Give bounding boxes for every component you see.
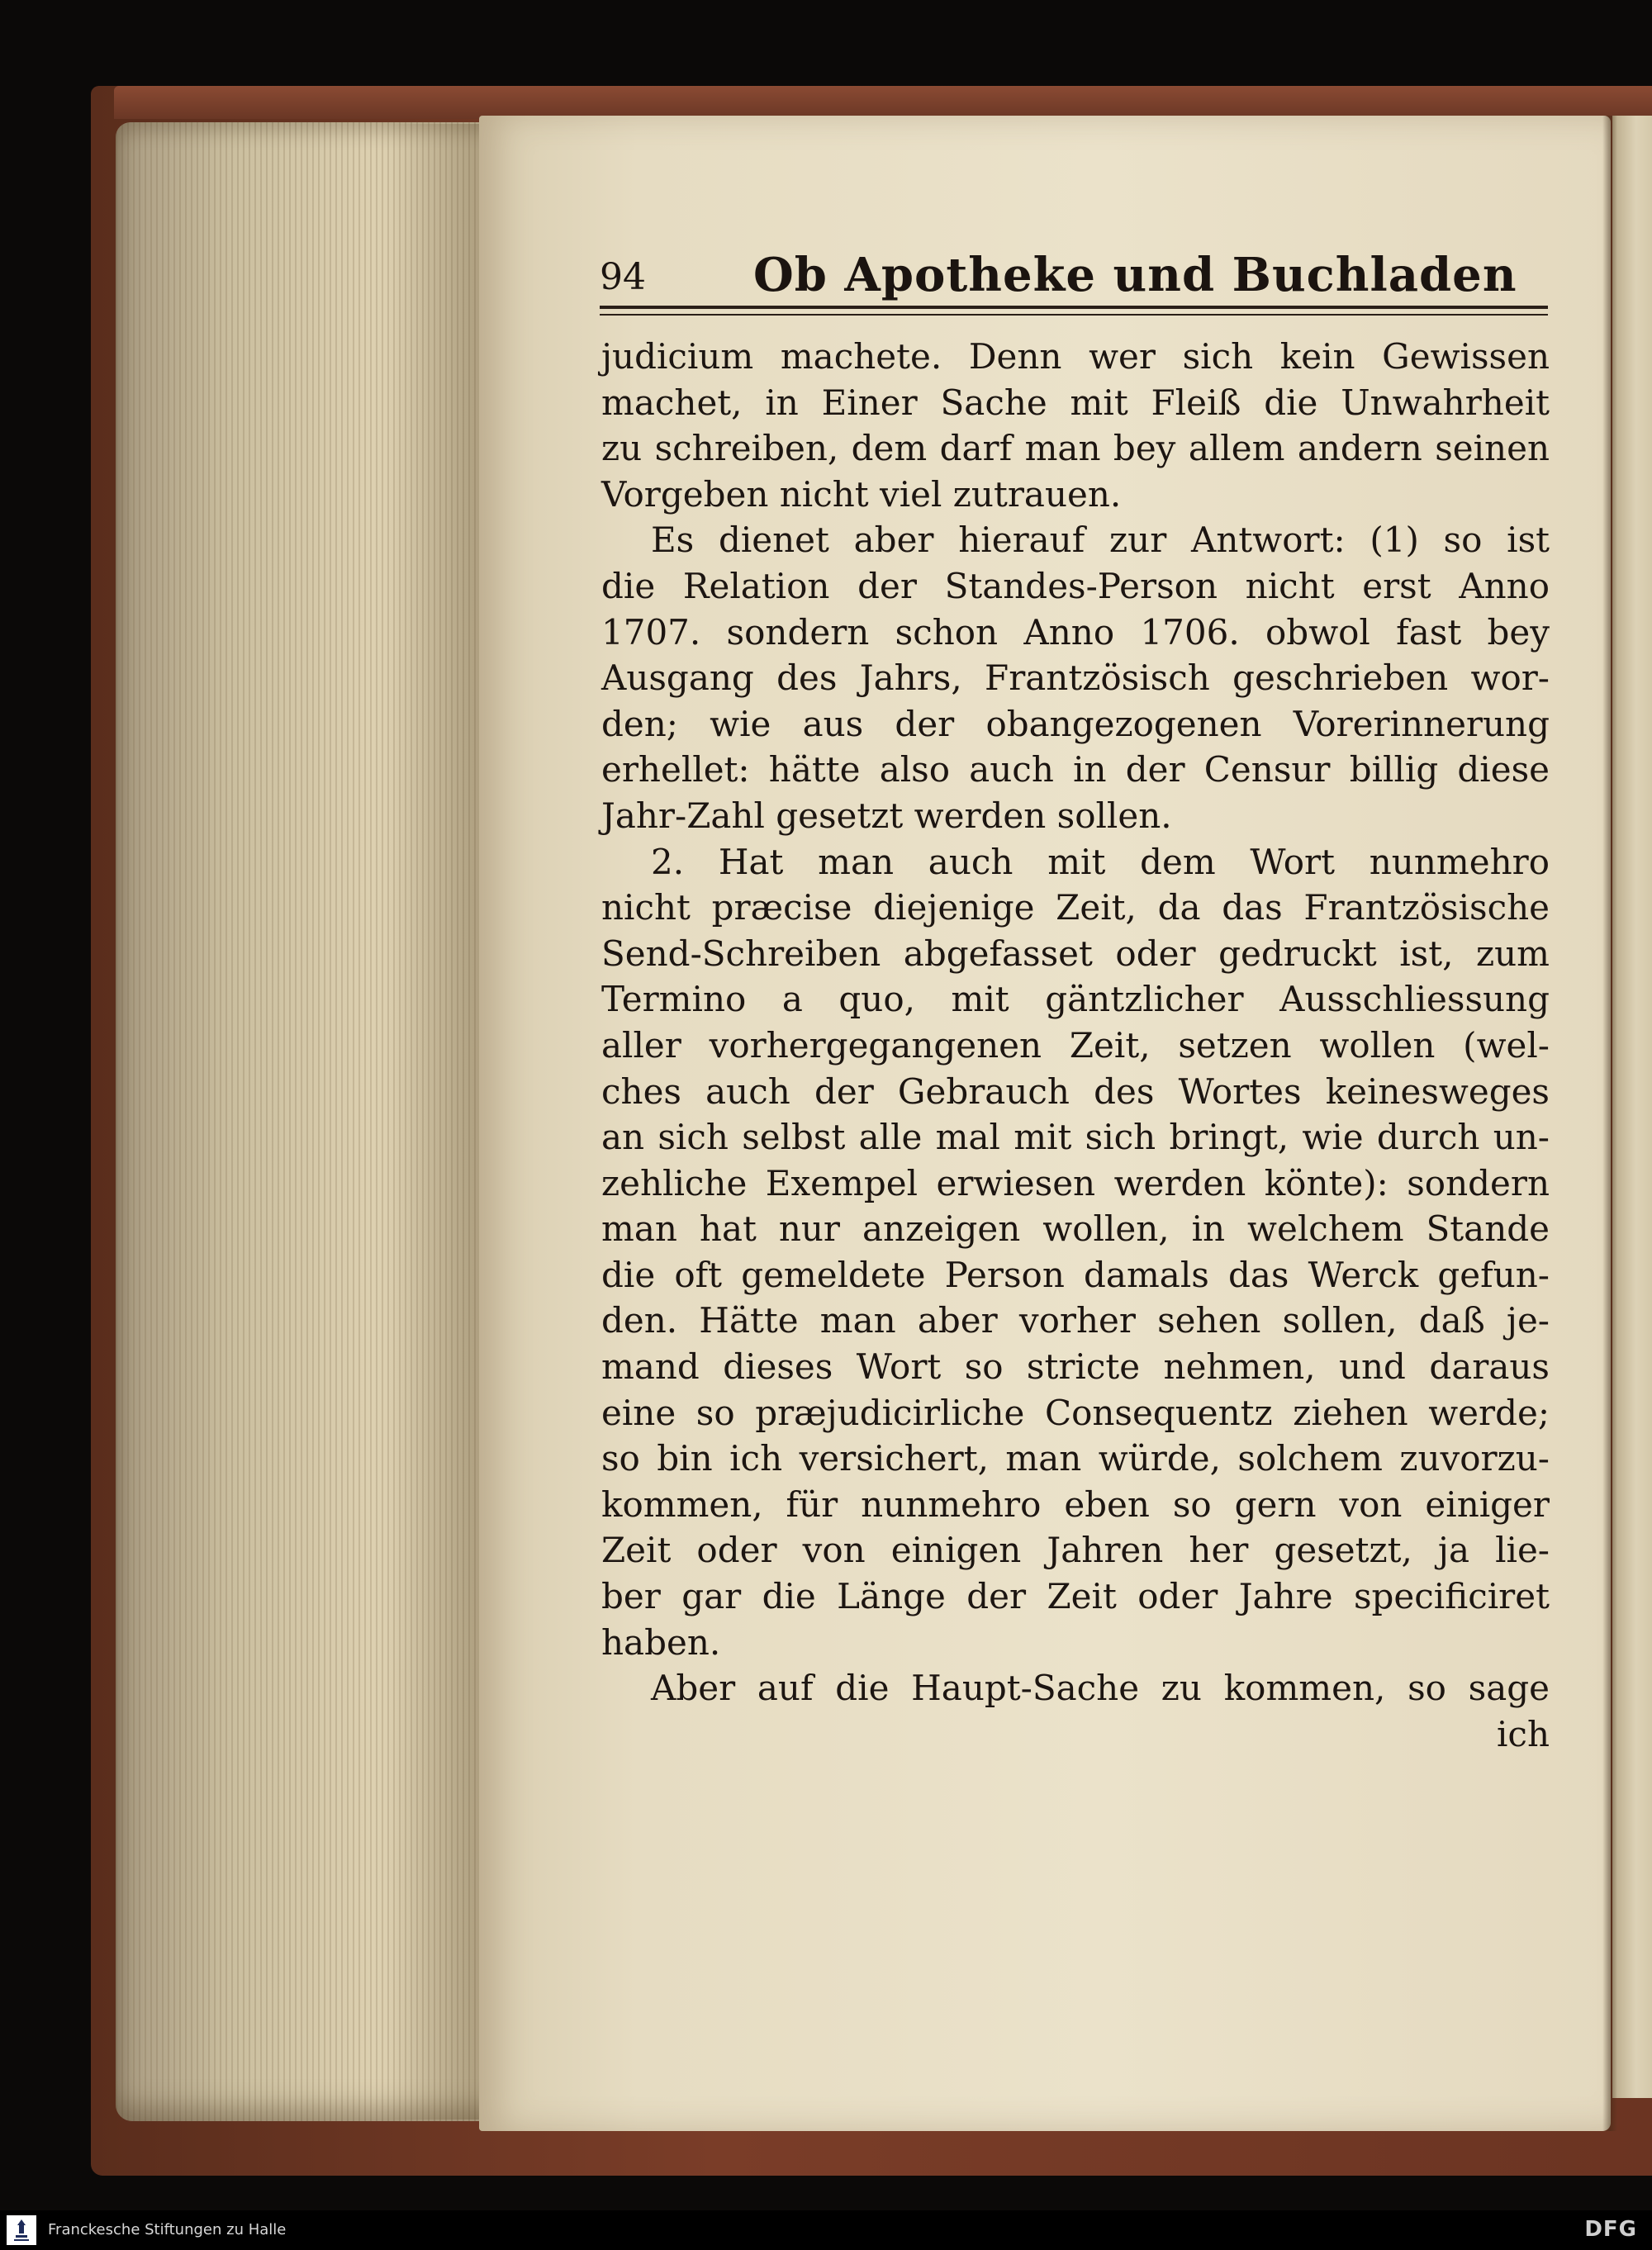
page-number: 94 xyxy=(600,256,646,298)
text-line: Es dienet aber hierauf zur Antwort: (1) so ist xyxy=(651,520,1550,561)
text-line: aller vorhergegangenen Zeit, setzen wollen (wel- xyxy=(601,1024,1550,1066)
text-line: den; wie aus der obangezogenen Vorerinnerung xyxy=(601,703,1550,744)
text-line: Send-Schreiben abgefasset oder gedruckt ist, zum xyxy=(601,933,1550,974)
page-header xyxy=(600,241,1550,307)
text-line: judicium machete. Denn wer sich kein Gewissen xyxy=(601,336,1550,377)
running-head: Ob Apotheke und Buchladen xyxy=(753,248,1517,302)
text-line: man hat nur anzeigen wollen, in welchem Stande xyxy=(601,1208,1550,1250)
institution-name: Franckesche Stiftungen zu Halle xyxy=(48,2221,287,2238)
text-line: zehliche Exempel erwiesen werden könte): sondern xyxy=(601,1162,1550,1203)
text-line: Jahr-Zahl gesetzt werden sollen. xyxy=(601,795,1172,836)
book-cover-top-edge xyxy=(114,86,1652,119)
text-line: den. Hätte man aber vorher sehen sollen, daß je- xyxy=(601,1300,1550,1341)
text-line: mand dieses Wort so stricte nehmen, und daraus xyxy=(601,1346,1550,1388)
text-line: haben. xyxy=(601,1621,721,1663)
text-line: machet, in Einer Sache mit Fleiß die Unwahrheit xyxy=(601,382,1550,423)
body-text xyxy=(601,334,1550,1757)
text-line: die oft gemeldete Person damals das Werck gefun- xyxy=(601,1254,1550,1295)
text-line: Aber auf die Haupt-Sache zu kommen, so sage xyxy=(651,1668,1550,1709)
text-line: 2. Hat man auch mit dem Wort nunmehro xyxy=(651,841,1550,882)
text-line: zu schreiben, dem darf man bey allem andern seinen xyxy=(601,428,1550,469)
institution-logo-icon xyxy=(7,2215,36,2245)
text-line: ches auch der Gebrauch des Wortes keinesweges xyxy=(601,1070,1550,1112)
text-line: Zeit oder von einigen Jahren her gesetzt, ja lie- xyxy=(601,1530,1550,1571)
text-line: so bin ich versichert, man würde, solchem zuvorzu- xyxy=(601,1438,1550,1479)
text-line: kommen, für nunmehro eben so gern von einiger xyxy=(601,1483,1550,1525)
header-rule xyxy=(600,306,1548,309)
text-line: ber gar die Länge der Zeit oder Jahre specificiret xyxy=(601,1576,1550,1617)
text-line: Termino a quo, mit gäntzlicher Ausschliessung xyxy=(601,979,1550,1020)
catchword: ich xyxy=(1496,1713,1550,1754)
facing-page-edge xyxy=(1612,116,1652,2098)
text-line: erhellet: hätte also auch in der Censur billig diese xyxy=(601,749,1550,790)
text-line: nicht præcise diejenige Zeit, da das Frantzösische xyxy=(601,887,1550,928)
text-line: Vorgeben nicht viel zutrauen. xyxy=(601,473,1122,515)
header-rule-thin xyxy=(600,314,1548,316)
viewer-footer xyxy=(0,2210,1652,2250)
text-line: eine so præjudicirliche Consequentz ziehen werde; xyxy=(601,1392,1550,1433)
text-line: Ausgang des Jahrs, Frantzösisch geschrieben wor- xyxy=(601,657,1550,699)
text-line: 1707. sondern schon Anno 1706. obwol fast bey xyxy=(601,611,1550,653)
text-line: an sich selbst alle mal mit sich bringt, wie durch un- xyxy=(601,1117,1550,1158)
text-line: die Relation der Standes-Person nicht erst Anno xyxy=(601,565,1550,606)
page-gutter xyxy=(1602,116,1617,2131)
dfg-logo: DFG xyxy=(1584,2217,1637,2242)
